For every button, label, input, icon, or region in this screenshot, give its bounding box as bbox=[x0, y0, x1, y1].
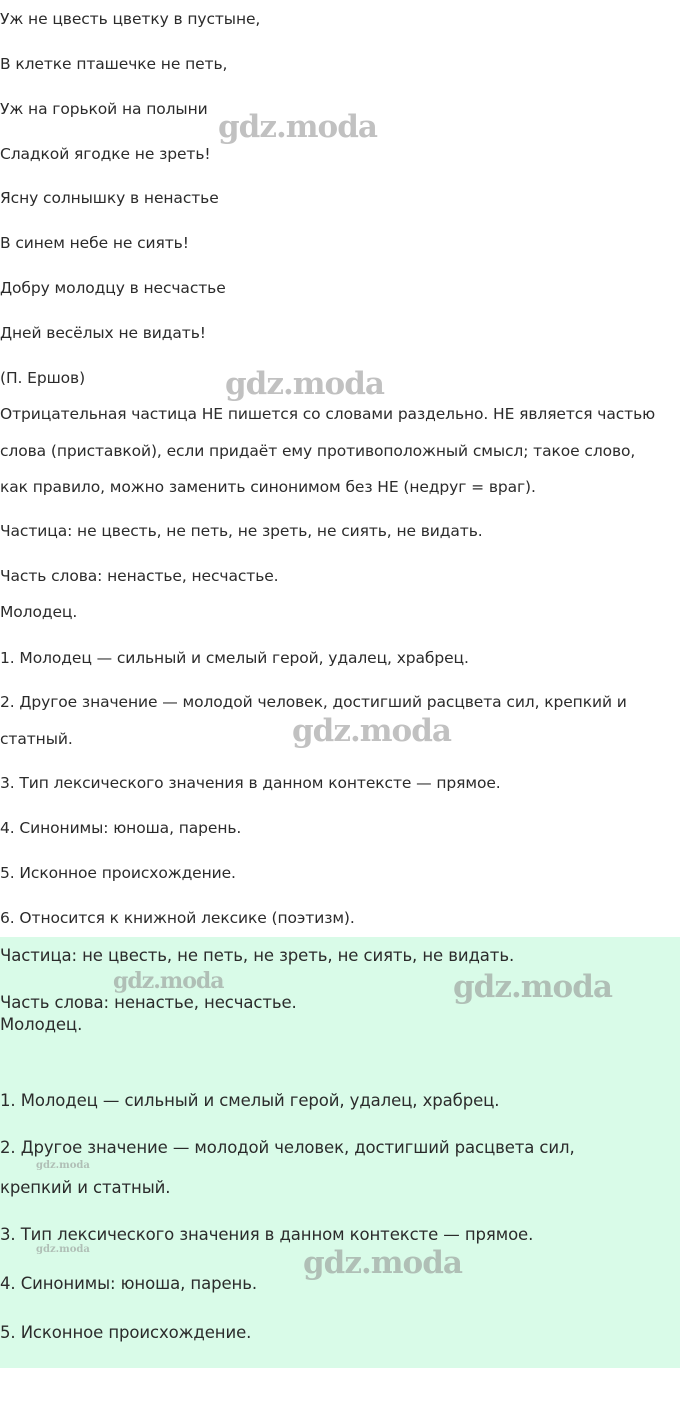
analysis-item: 4. Синонимы: юноша, парень. bbox=[0, 819, 242, 837]
analysis-item: 3. Тип лексического значения в данном контексте — прямое. bbox=[0, 774, 501, 792]
watermark-logo: gdz.moda bbox=[225, 366, 384, 402]
analysis-item: 6. Относится к книжной лексике (поэтизм). bbox=[0, 909, 355, 927]
answer-item: 2. Другое значение — молодой человек, достигший расцвета сил, bbox=[0, 1138, 575, 1157]
analysis-item: статный. bbox=[0, 730, 73, 748]
analyzed-word: Молодец. bbox=[0, 603, 78, 621]
answer-item: 5. Исконное происхождение. bbox=[0, 1323, 252, 1342]
poem-line: В синем небе не сиять! bbox=[0, 234, 189, 252]
watermark-logo: gdz.moda bbox=[292, 713, 451, 749]
poem-line: В клетке пташечке не петь, bbox=[0, 55, 228, 73]
analysis-item: 5. Исконное происхождение. bbox=[0, 864, 236, 882]
explanation-line: как правило, можно заменить синонимом без НЕ (недруг = враг). bbox=[0, 478, 536, 496]
answer-item: крепкий и статный. bbox=[0, 1178, 171, 1197]
explanation-line: Отрицательная частица НЕ пишется со словами раздельно. НЕ является частью bbox=[0, 405, 656, 423]
watermark-logo: gdz.moda bbox=[218, 109, 377, 145]
watermark-logo: gdz.moda bbox=[303, 1245, 462, 1281]
poem-line: Уж не цвесть цветку в пустыне, bbox=[0, 10, 261, 28]
analysis-item: 1. Молодец — сильный и смелый герой, удалец, храбрец. bbox=[0, 649, 469, 667]
poem-line: Сладкой ягодке не зреть! bbox=[0, 145, 211, 163]
answer-item: 3. Тип лексического значения в данном контексте — прямое. bbox=[0, 1225, 534, 1244]
explanation-line: слова (приставкой), если придаёт ему противоположный смысл; такое слово, bbox=[0, 442, 636, 460]
analysis-item: 2. Другое значение — молодой человек, достигший расцвета сил, крепкий и bbox=[0, 693, 627, 711]
poem-line: Уж на горькой на полыни bbox=[0, 100, 208, 118]
poem-line: Добру молодцу в несчастье bbox=[0, 279, 226, 297]
watermark-logo: gdz.moda bbox=[36, 1244, 90, 1255]
poem-line: Дней весёлых не видать! bbox=[0, 324, 206, 342]
particle-line: Частица: не цвесть, не петь, не зреть, не сиять, не видать. bbox=[0, 522, 483, 540]
poem-author: (П. Ершов) bbox=[0, 369, 86, 387]
poem-line: Ясну солнышку в ненастье bbox=[0, 189, 219, 207]
answer-analyzed-word: Молодец. bbox=[0, 1015, 83, 1034]
answer-word-part-line: Часть слова: ненастье, несчастье. bbox=[0, 993, 297, 1012]
watermark-logo: gdz.moda bbox=[36, 1160, 90, 1171]
watermark-logo: gdz.moda bbox=[453, 969, 612, 1005]
answer-particle-line: Частица: не цвесть, не петь, не зреть, не сиять, не видать. bbox=[0, 946, 515, 965]
answer-item: 4. Синонимы: юноша, парень. bbox=[0, 1274, 257, 1293]
watermark-logo: gdz.moda bbox=[113, 968, 224, 994]
answer-item: 1. Молодец — сильный и смелый герой, удалец, храбрец. bbox=[0, 1091, 500, 1110]
word-part-line: Часть слова: ненастье, несчастье. bbox=[0, 567, 279, 585]
